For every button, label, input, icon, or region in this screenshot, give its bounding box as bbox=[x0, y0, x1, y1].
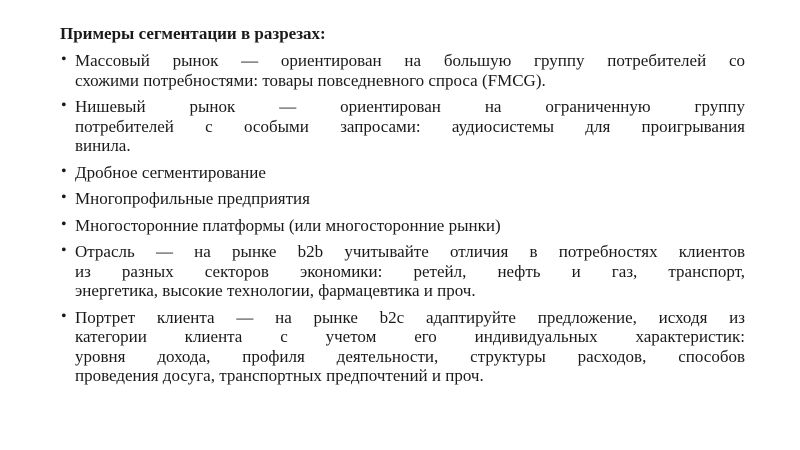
bullet-marker: • bbox=[61, 189, 67, 206]
bullet-marker: • bbox=[61, 215, 67, 233]
list-item bbox=[60, 97, 745, 156]
bullet-text-line: Отрасль — на рынке b2b учитывайте отличия в потребностях клиентов bbox=[75, 242, 745, 261]
bullet-marker: • bbox=[61, 97, 67, 114]
bullet-marker: • bbox=[61, 242, 67, 259]
bullet-text-line: проведения досуга, транспортных предпочтений и проч. bbox=[75, 366, 484, 385]
list-item bbox=[60, 163, 745, 183]
bullet-marker: • bbox=[61, 162, 67, 180]
bullet-text-line: уровня дохода, профиля деятельности, структуры расходов, способов bbox=[75, 346, 745, 366]
bullet-text-line: Дробное сегментирование bbox=[75, 162, 266, 182]
list-item bbox=[60, 242, 745, 301]
bullet-text-line: Нишевый рынок — ориентирован на ограниченную группу bbox=[75, 97, 745, 116]
bullet-text-line: Портрет клиента — на рынке b2c адаптируйте предложение, исходя из bbox=[75, 307, 745, 327]
list-item bbox=[60, 216, 745, 236]
bullet-marker: • bbox=[61, 307, 67, 325]
page-title: Примеры сегментации в разрезах: bbox=[60, 24, 326, 43]
list-item bbox=[60, 308, 745, 386]
bullet-text-line: Многопрофильные предприятия bbox=[75, 189, 310, 208]
bullet-marker: • bbox=[61, 51, 67, 68]
list-item bbox=[60, 51, 745, 90]
bullet-text-line: энергетика, высокие технологии, фармацевтика и проч. bbox=[75, 281, 476, 300]
bullet-text-line: Массовый рынок — ориентирован на большую группу потребителей со bbox=[75, 51, 745, 70]
bullet-text-line: из разных секторов экономики: ретейл, нефть и газ, транспорт, bbox=[75, 261, 745, 281]
bullet-text-line: Многосторонние платформы (или многосторонние рынки) bbox=[75, 215, 501, 235]
bullet-text-line: схожими потребностями: товары повседневного спроса (FMCG). bbox=[75, 70, 546, 90]
list-item bbox=[60, 189, 745, 209]
bullet-text-line: потребителей с особыми запросами: аудиосистемы для проигрывания bbox=[75, 116, 745, 136]
bullet-text-line: винила. bbox=[75, 136, 131, 155]
bullet-text-line: категории клиента с учетом его индивидуальных характеристик: bbox=[75, 327, 745, 346]
